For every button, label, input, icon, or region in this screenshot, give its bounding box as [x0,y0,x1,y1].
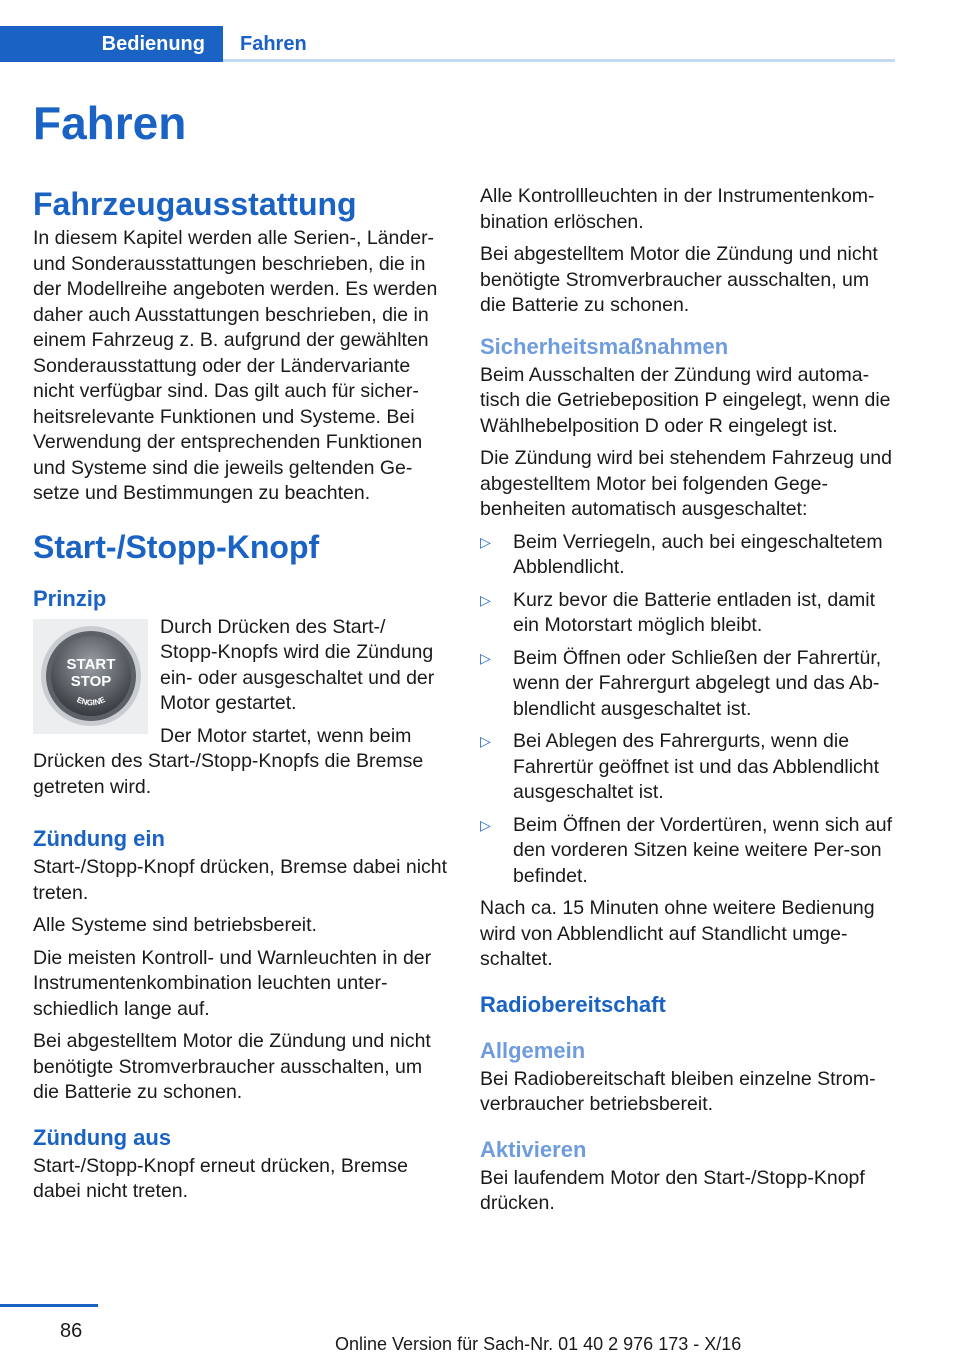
svg-text:ENGINE: ENGINE [74,695,107,708]
heading-allgemein: Allgemein [480,1037,586,1063]
triangle-bullet-icon: ▷ [480,733,491,749]
page-title: Fahren [33,97,187,149]
svg-text:STOP: STOP [70,673,111,690]
list-item: ▷ Beim Öffnen der Vordertüren, wenn sich auf den vorderen Sitzen keine weitere Per-son befindet. [480,813,893,887]
paragraph-aktivieren: Bei laufendem Motor den Start-/Stopp-Knopf drücken. [480,1166,865,1214]
paragraph-sicherheit-2: Die Zündung wird bei stehendem Fahrzeug und abgestelltem Motor bei folgenden Gege-benheiten automatisch ausgeschaltet: [480,447,892,520]
list-item: ▷ Beim Verriegeln, auch bei eingeschaltetem Abblendlicht. [480,530,883,578]
paragraph-ausstattung: In diesem Kapitel werden alle Serien-, Länder- und Sonderausstattungen beschrieben, die in der Modellreihe angeboten werden. Es werden daher auch Ausstattungen beschrieben, die in einem Fahrzeug z. B. aufgrund der gewählten Sonderausstattung oder der Ländervariante nicht verfügbar sind. Das gilt auch für sicher-heitsrelevante Funktionen und Systeme. Bei Verwendung der entsprechenden Funktionen und Systeme sind die jeweils geltenden Ge-setze und Bestimmungen zu beachten. [33,227,438,504]
paragraph-aus-3: Bei abgestelltem Motor die Zündung und nicht benötigte Stromverbraucher ausschalten, um die Batterie zu schonen. [480,243,878,316]
paragraph-prinzip-1: Durch Drücken des Start-/ Stopp-Knopfs wird die Zündung ein- oder ausgeschaltet und der Motor gestartet. [160,615,435,714]
list-item: ▷ Bei Ablegen des Fahrergurts, wenn die Fahrertür geöffnet ist und das Abblendlicht ausgeschaltet ist. [480,730,880,803]
svg-text:START: START [66,656,115,673]
paragraph-prinzip-2: Der Motor startet, wenn beim Drücken des Start-/Stopp-Knopfs die Bremse getreten wird. [33,724,424,798]
triangle-bullet-icon: ▷ [480,649,491,666]
paragraph-aus-2: Alle Kontrollleuchten in der Instrumentenkom-bination erlöschen. [480,185,875,233]
paragraph-aus-1: Start-/Stopp-Knopf erneut drücken, Bremse dabei nicht treten. [33,1154,409,1202]
heading-zuendung-aus: Zündung aus [33,1124,172,1150]
heading-aktivieren: Aktivieren [480,1136,587,1162]
right-column [480,184,895,1224]
tab-bedienung[interactable]: Bedienung [0,26,223,62]
start-stop-engine-icon [39,624,143,728]
paragraph-ein-2: Alle Systeme sind betriebsbereit. [33,914,317,936]
footer-line [0,1304,98,1307]
heading-radiobereitschaft: Radiobereitschaft [480,991,666,1017]
bullet-list [480,530,895,890]
tab-underline [223,59,895,62]
paragraph-sicherheit-3: Nach ca. 15 Minuten ohne weitere Bedienung wird von Abblendlicht auf Standlicht umge-schaltet. [480,897,875,970]
header-tabs [0,26,895,62]
paragraph-ein-4: Bei abgestelltem Motor die Zündung und nicht benötigte Stromverbraucher ausschalten, um die Batterie zu schonen. [33,1030,431,1103]
heading-sicherheitsmassnahmen: Sicherheitsmaßnahmen [480,333,729,359]
start-stop-button-image [33,619,148,734]
paragraph-ein-3: Die meisten Kontroll- und Warnleuchten in der Instrumentenkombination leuchten unter-schiedlich lange auf. [33,946,432,1020]
triangle-bullet-icon: ▷ [480,533,491,550]
heading-start-stopp-knopf: Start-/Stopp-Knopf [33,528,320,565]
heading-fahrzeugausstattung: Fahrzeugausstattung [33,186,357,222]
footer-text: Online Version für Sach-Nr. 01 40 2 976 173 - X/16 [335,1334,742,1354]
list-item: ▷ Kurz bevor die Batterie entladen ist, damit ein Motorstart möglich bleibt. [480,588,876,636]
prinzip-block [33,615,448,808]
tab-fahren[interactable]: Fahren [240,32,307,55]
paragraph-ein-1: Start-/Stopp-Knopf drücken, Bremse dabei nicht treten. [33,856,448,904]
list-item: ▷ Beim Öffnen oder Schließen der Fahrertür, wenn der Fahrergurt abgelegt und das Ab-blendlicht ausgeschaltet ist. [480,646,882,720]
triangle-bullet-icon: ▷ [480,591,491,608]
left-column [33,186,448,1212]
heading-zuendung-ein: Zündung ein [33,826,165,851]
heading-prinzip: Prinzip [33,585,107,611]
page-number: 86 [60,1320,83,1342]
paragraph-sicherheit-1: Beim Ausschalten der Zündung wird automa-tisch die Getriebeposition P eingelegt, wenn die Wählhebelposition D oder R eingelegt ist. [480,363,891,437]
triangle-bullet-icon: ▷ [480,816,491,833]
paragraph-allgemein: Bei Radiobereitschaft bleiben einzelne Strom-verbraucher betriebsbereit. [480,1067,876,1115]
